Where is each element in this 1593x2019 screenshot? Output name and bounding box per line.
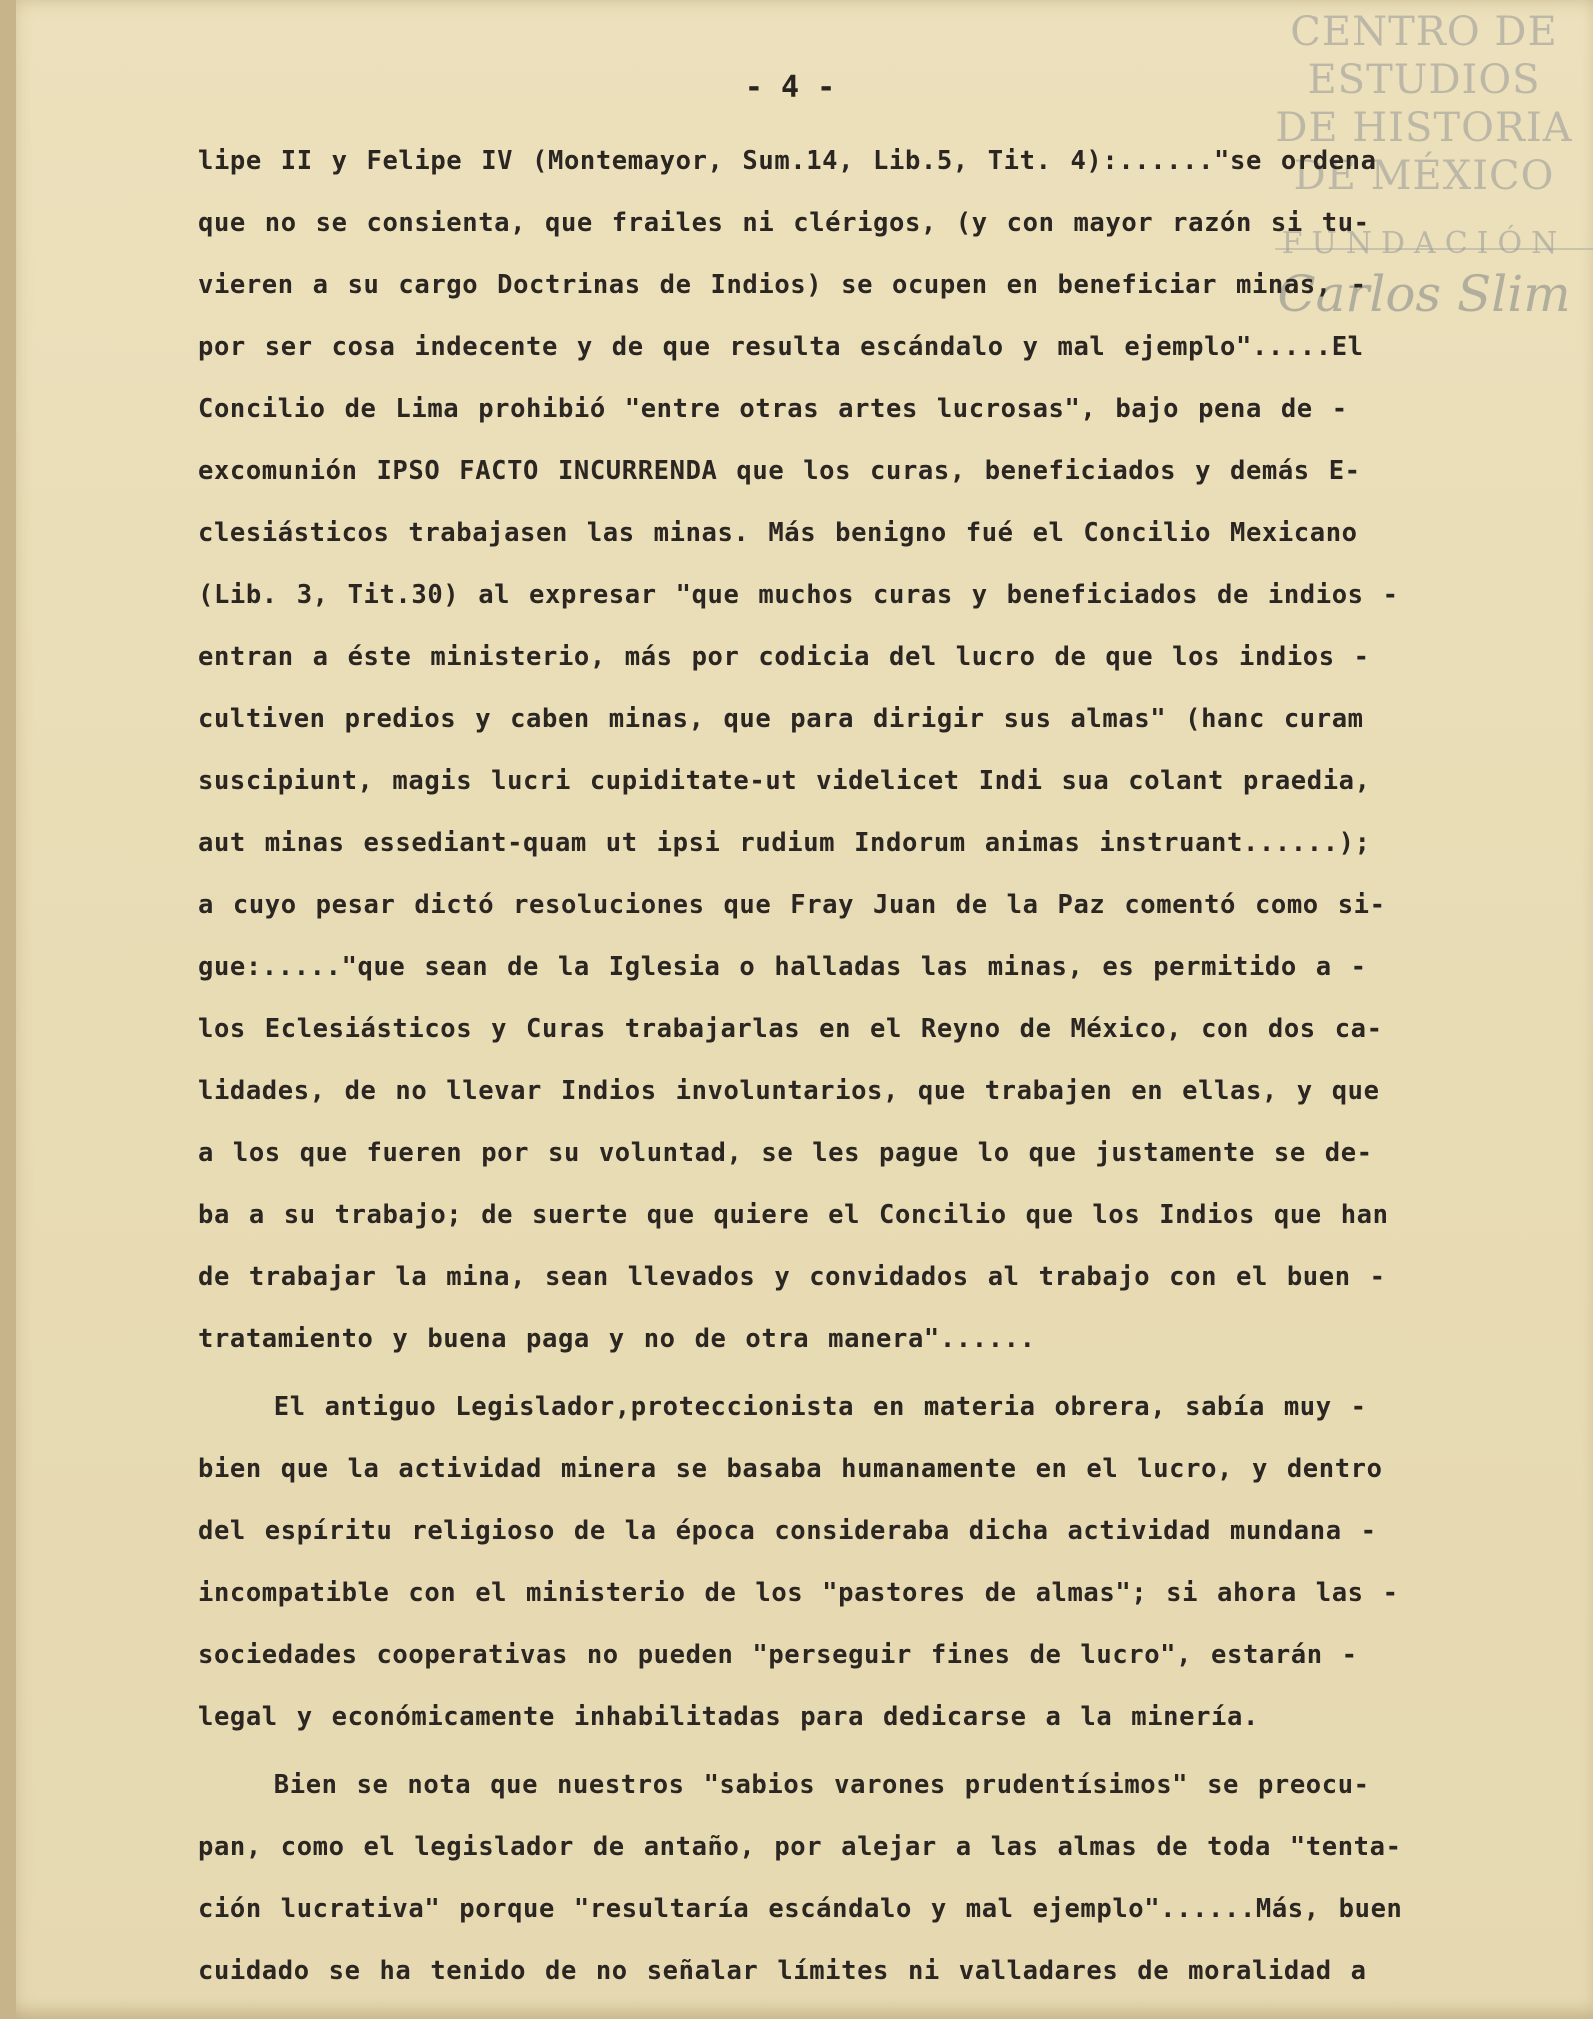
text-line: a cuyo pesar dictó resoluciones que Fray Juan de la Paz comentó como si- xyxy=(198,890,1386,920)
text-line: de trabajar la mina, sean llevados y convidados al trabajo con el buen - xyxy=(198,1262,1386,1292)
text-line: Concilio de Lima prohibió "entre otras artes lucrosas", bajo pena de - xyxy=(198,394,1348,424)
watermark-signature: Carlos Slim xyxy=(1277,265,1571,323)
text-line: excomunión IPSO FACTO INCURRENDA que los curas, beneficiados y demás E- xyxy=(198,456,1361,486)
text-line: cultiven predios y caben minas, que para dirigir sus almas" (hanc curam xyxy=(198,704,1364,734)
page-number: - 4 - xyxy=(744,70,836,105)
text-line: lipe II y Felipe IV (Montemayor, Sum.14, Lib.5, Tit. 4):......"se ordena xyxy=(198,146,1377,176)
text-line: sociedades cooperativas no pueden "perseguir fines de lucro", estarán - xyxy=(198,1640,1358,1670)
text-line: vieren a su cargo Doctrinas de Indios) se ocupen en beneficiar minas, - xyxy=(198,270,1367,300)
text-line: incompatible con el ministerio de los "pastores de almas"; si ahora las - xyxy=(198,1578,1399,1608)
text-line: Bien se nota que nuestros "sabios varones prudentísimos" se preocu- xyxy=(198,1770,1370,1800)
text-line: ba a su trabajo; de suerte que quiere el Concilio que los Indios que han xyxy=(198,1200,1389,1230)
text-line: suscipiunt, magis lucri cupiditate-ut videlicet Indi sua colant praedia, xyxy=(198,766,1371,796)
text-line: que no se consienta, que frailes ni clérigos, (y con mayor razón si tu- xyxy=(198,208,1370,238)
watermark-line-3: DE HISTORIA xyxy=(1275,105,1573,151)
text-line: lidades, de no llevar Indios involuntarios, que trabajen en ellas, y que xyxy=(198,1076,1380,1106)
text-line: por ser cosa indecente y de que resulta escándalo y mal ejemplo".....El xyxy=(198,332,1364,362)
text-line: a los que fueren por su voluntad, se les pague lo que justamente se de- xyxy=(198,1138,1373,1168)
watermark-line-4: DE MÉXICO xyxy=(1293,153,1555,199)
text-line: bien que la actividad minera se basaba humanamente en el lucro, y dentro xyxy=(198,1454,1383,1484)
text-line: tratamiento y buena paga y no de otra manera"...... xyxy=(198,1324,1036,1354)
page-edge-shadow xyxy=(0,0,16,2019)
typewritten-body xyxy=(198,130,1553,2002)
text-line: (Lib. 3, Tit.30) al expresar "que muchos curas y beneficiados de indios - xyxy=(198,580,1399,610)
text-line: clesiásticos trabajasen las minas. Más benigno fué el Concilio Mexicano xyxy=(198,518,1358,548)
watermark-line-2: ESTUDIOS xyxy=(1307,57,1541,103)
watermark-fundacion: FUNDACIÓN xyxy=(1281,226,1567,261)
text-line: del espíritu religioso de la época consideraba dicha actividad mundana - xyxy=(198,1516,1377,1546)
text-line: pan, como el legislador de antaño, por alejar a las almas de toda "tenta- xyxy=(198,1832,1402,1862)
text-line: legal y económicamente inhabilitadas para dedicarse a la minería. xyxy=(198,1702,1259,1732)
watermark-line-1: CENTRO DE xyxy=(1290,9,1558,55)
text-line: aut minas essediant-quam ut ipsi rudium Indorum animas instruant......); xyxy=(198,828,1371,858)
text-line: ción lucrativa" porque "resultaría escándalo y mal ejemplo"......Más, buen xyxy=(198,1894,1403,1924)
text-line: los Eclesiásticos y Curas trabajarlas en el Reyno de México, con dos ca- xyxy=(198,1014,1383,1044)
text-line: El antiguo Legislador,proteccionista en materia obrera, sabía muy - xyxy=(198,1392,1367,1422)
text-line: entran a éste ministerio, más por codicia del lucro de que los indios - xyxy=(198,642,1370,672)
text-line: cuidado se ha tenido de no señalar límites ni valladares de moralidad a xyxy=(198,1956,1367,1986)
text-line: gue:....."que sean de la Iglesia o halladas las minas, es permitido a - xyxy=(198,952,1367,982)
